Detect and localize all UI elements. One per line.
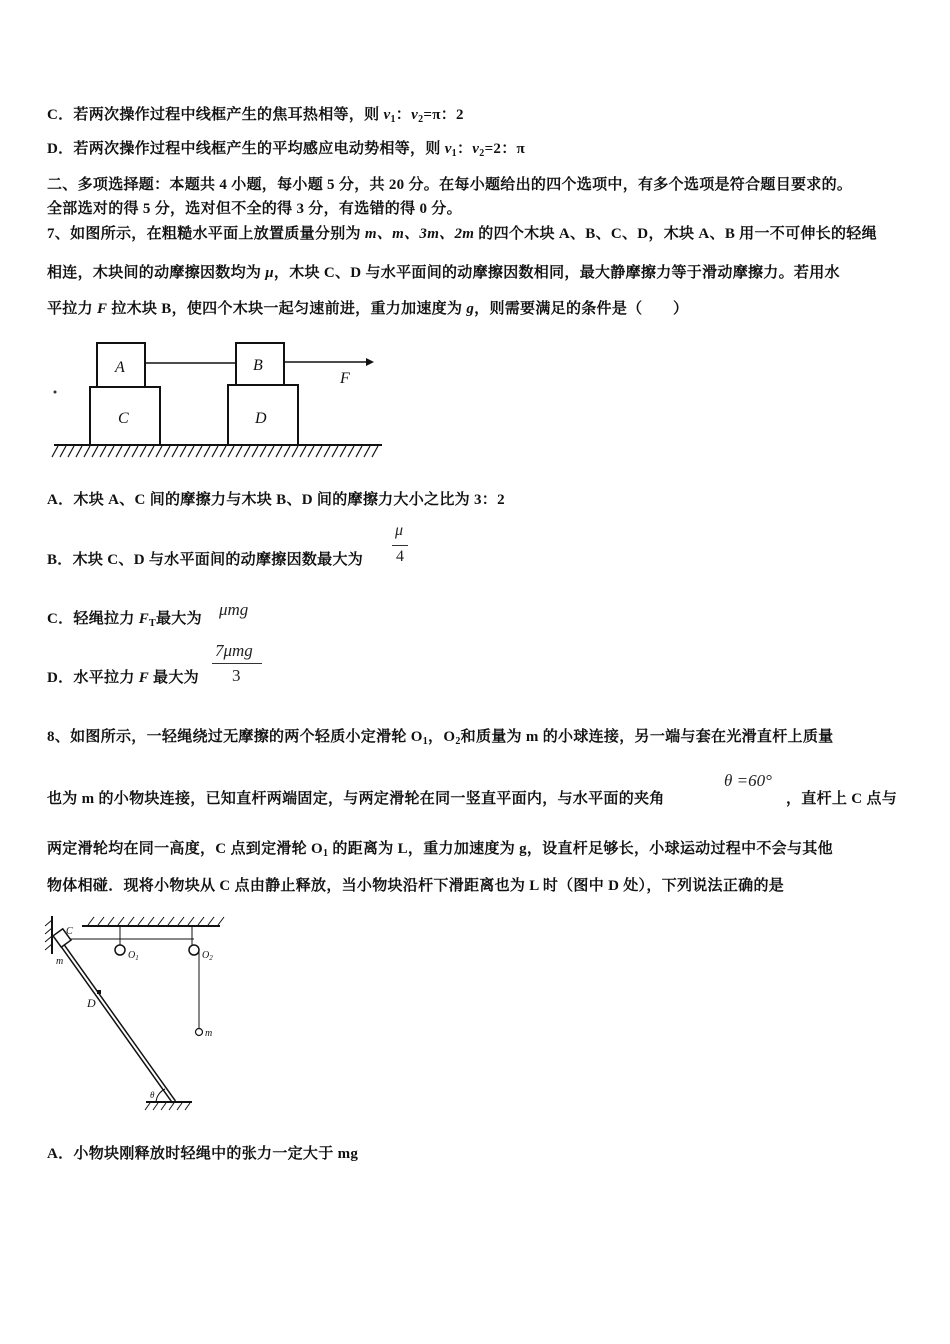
q7-option-b-denominator: 4 [396,548,404,565]
hanging-ball [196,1029,203,1036]
block-b-label: B [253,357,263,374]
block-a-label: A [115,359,125,376]
force-label: F [340,370,350,387]
q8-pulley-figure [42,912,232,1112]
pulley-o1 [115,945,125,955]
block-c-label: C [118,410,129,427]
label-m1: m [56,956,64,967]
ground-hatching [52,446,378,457]
q7-blocks-figure [48,335,393,465]
section2-heading-line2: 全部选对的得 5 分，选对但不全的得 3 分，有选错的得 0 分。 [47,201,462,217]
label-m2: m [205,1028,213,1039]
q7-option-d-numerator: 7μmg [215,641,253,660]
q7-stem-line1: 7、如图所示，在粗糙水平面上放置质量分别为 m、m、3m、2m 的四个木块 A、B、C、D，木块 A、B 用一不可伸长的轻绳 [47,226,877,242]
q6-option-c: C．若两次操作过程中线框产生的焦耳热相等，则 $v_1$：$v_2=\pi$：2 [47,107,464,125]
q7-option-b: B．木块 C、D 与水平面间的动摩擦因数最大为 [47,552,364,568]
q7-option-d: D．水平拉力 F 最大为 [47,670,199,686]
q8-theta-expression: θ =60° [724,771,772,790]
q7-option-d-denominator: 3 [232,666,241,685]
q7-stem-line3: 平拉力 F 拉木块 B，使四个木块一起匀速前进，重力加速度为 g，则需要满足的条件是（ ） [47,301,689,317]
q7-option-b-numerator: μ [395,522,404,539]
block-d-label: D [255,410,267,427]
force-arrowhead [366,358,374,366]
label-o2: $O_2$ [202,950,213,962]
q7-option-c: C．轻绳拉力 $F_T$最大为 [47,611,202,629]
label-theta: θ [150,1090,155,1100]
q8-stem-line4: 物体相碰．现将小物块从 C 点由静止释放，当小物块沿杆下滑距离也为 L 时（图中 D 处），下列说法正确的是 [47,878,785,894]
q7-option-b-fraction-bar [392,545,408,546]
q8-stem-line3: 两定滑轮均在同一高度，C 点到定滑轮 $O_1$ 的距离为 L，重力加速度为 g，设直杆足够长，小球运动过程中不会与其他 [47,841,833,859]
q8-stem-line1: 8、如图所示，一轻绳绕过无摩擦的两个轻质小定滑轮 $O_1$，$O_2$和质量为 m 的小球连接，另一端与套在光滑直杆上质量 [47,729,834,747]
q7-option-c-expression: μmg [219,600,249,619]
label-o1: $O_1$ [128,950,139,962]
q7-option-d-fraction-bar [212,663,262,664]
label-c: C [66,926,73,937]
q8-option-a: A．小物块刚释放时轻绳中的张力一定大于 mg [47,1146,359,1162]
pulley-o2 [189,945,199,955]
q7-option-a: A．木块 A、C 间的摩擦力与木块 B、D 间的摩擦力大小之比为 3：2 [47,492,505,508]
q6-option-d: D．若两次操作过程中线框产生的平均感应电动势相等，则 $v_1$：$v_2=2$：π [47,141,526,159]
q8-stem-line2: 也为 m 的小物块连接，已知直杆两端固定，与两定滑轮在同一竖直平面内，与水平面的夹角 [47,791,665,807]
q7-stem-line2: 相连，木块间的动摩擦因数均为 μ，木块 C、D 与水平面间的动摩擦因数相同，最大静摩擦力等于滑动摩擦力。若用水 [47,265,840,281]
label-d: D [87,996,96,1010]
section2-heading-line1: 二、多项选择题：本题共 4 小题，每小题 5 分，共 20 分。在每小题给出的四个选项中，有多个选项是符合题目要求的。 [47,177,853,193]
q8-stem-line2-tail: ，直杆上 C 点与 [786,791,898,807]
